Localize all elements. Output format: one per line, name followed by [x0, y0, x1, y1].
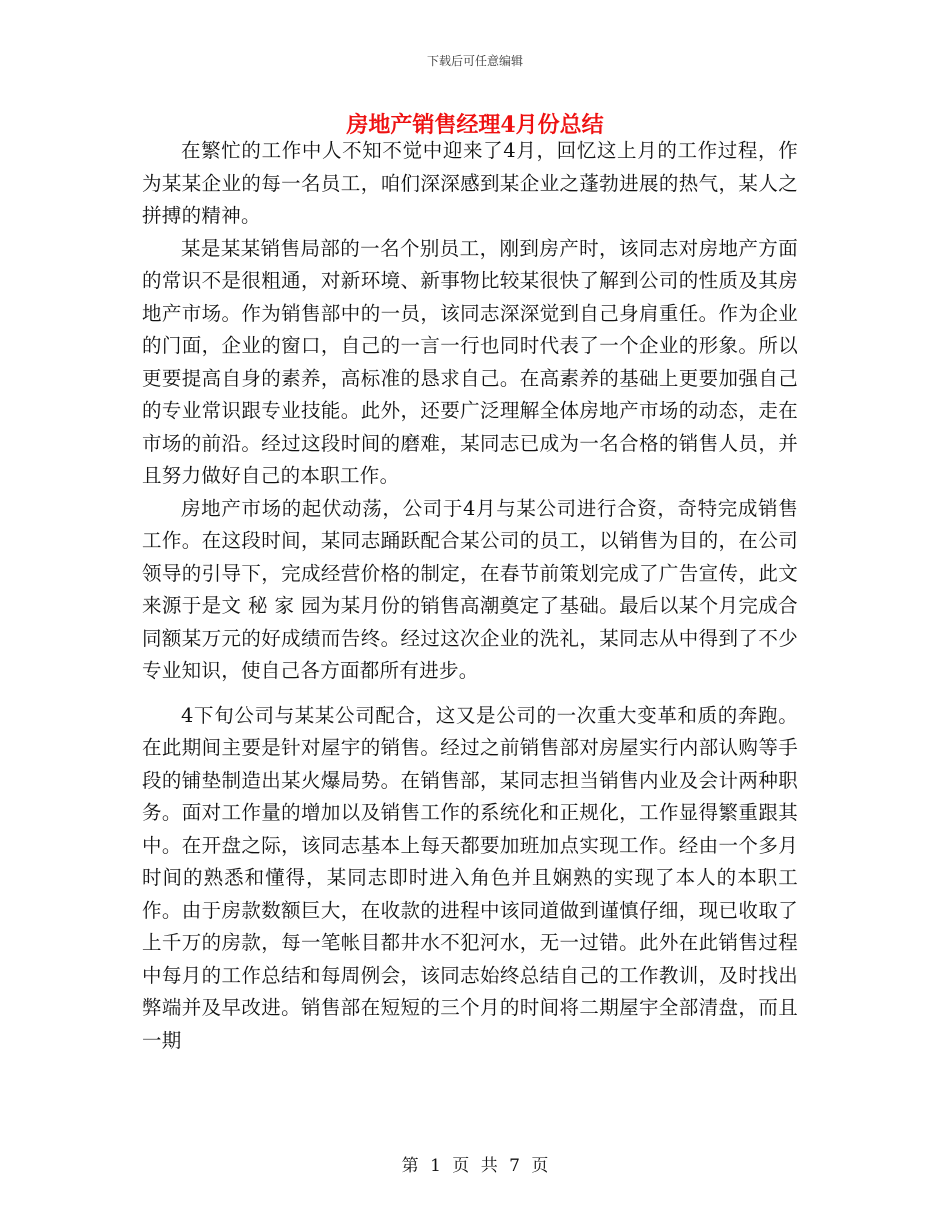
- paragraph-2: 某是某某销售局部的一名个别员工，刚到房产时，该同志对房地产方面的常识不是很粗通，对新环境、新事物比较某很快了解到公司的性质及其房地产市场。作为销售部中的一员，该同志深深觉到自己身肩重任。作为企业的门面，企业的窗口，自己的一言一行也同时代表了一个企业的形象。所以更要提高自身的素养，高标准的恳求自己。在高素养的基础上更要加强自己的专业常识跟专业技能。此外，还要广泛理解全体房地产市场的动态，走在市场的前沿。经过这段时间的磨难，某同志已成为一名合格的销售人员，并且努力做好自己的本职工作。: [142, 236, 798, 487]
- paragraph-1: 在繁忙的工作中人不知不觉中迎来了4月，回忆这上月的工作过程，作为某某企业的每一名员工，咱们深深感到某企业之蓬勃进展的热气，某人之拼搏的精神。: [142, 139, 798, 227]
- document-body: [142, 135, 798, 1057]
- page-number-footer: 第 1 页 共 7 页: [401, 1156, 549, 1176]
- document-title: 房地产销售经理4月份总结: [346, 112, 604, 138]
- paragraph-4: 4下旬公司与某某公司配合，这又是公司的一次重大变革和质的奔跑。在此期间主要是针对屋宇的销售。经过之前销售部对房屋实行内部认购等手段的铺垫制造出某火爆局势。在销售部，某同志担当销售内业及会计两种职务。面对工作量的增加以及销售工作的系统化和正规化，工作显得繁重跟其中。在开盘之际，该同志基本上每天都要加班加点实现工作。经由一个多月时间的熟悉和懂得，某同志即时进入角色并且娴熟的实现了本人的本职工作。由于房款数额巨大，在收款的进程中该同道做到谨慎仔细，现已收取了上千万的房款，每一笔帐目都井水不犯河水，无一过错。此外在此销售过程中每月的工作总结和每周例会，该同志始终总结自己的工作教训，及时找出弊端并及早改进。销售部在短短的三个月的时间将二期屋宇全部清盘，而且一期: [142, 703, 798, 1052]
- header-note: 下载后可任意编辑: [426, 54, 523, 68]
- paragraph-3: 房地产市场的起伏动荡，公司于4月与某公司进行合资，奇特完成销售工作。在这段时间，某同志踊跃配合某公司的员工，以销售为目的，在公司领导的引导下，完成经营价格的制定，在春节前策划完成了广告宣传，此文来源于是文 秘 家 园为某月份的销售高潮奠定了基础。最后以某个月完成合同额某万元的好成绩而告终。经过这次企业的洗礼，某同志从中得到了不少专业知识，使自己各方面都所有进步。: [142, 496, 798, 682]
